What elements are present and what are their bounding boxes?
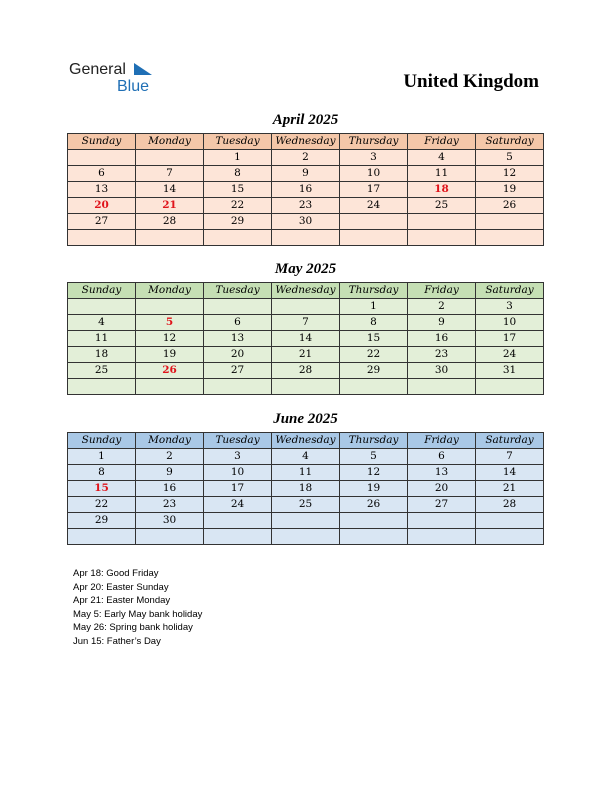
weekday-friday: Friday xyxy=(408,283,476,299)
day-cell: 5 xyxy=(476,150,544,166)
day-cell: 10 xyxy=(340,166,408,182)
day-cell: 9 xyxy=(136,465,204,481)
holiday-item: Apr 18: Good Friday xyxy=(73,568,159,579)
day-cell xyxy=(476,513,544,529)
day-cell xyxy=(68,230,136,246)
weekday-wednesday: Wednesday xyxy=(272,134,340,150)
day-cell xyxy=(476,230,544,246)
day-cell: 8 xyxy=(340,315,408,331)
weekday-friday: Friday xyxy=(408,433,476,449)
day-cell: 16 xyxy=(272,182,340,198)
day-cell: 30 xyxy=(408,363,476,379)
day-cell: 24 xyxy=(204,497,272,513)
week-row xyxy=(68,315,544,331)
day-cell xyxy=(340,529,408,545)
day-cell xyxy=(476,379,544,395)
day-cell: 28 xyxy=(476,497,544,513)
day-cell: 14 xyxy=(136,182,204,198)
day-cell: 12 xyxy=(340,465,408,481)
weekday-friday: Friday xyxy=(408,134,476,150)
day-cell: 7 xyxy=(272,315,340,331)
day-cell: 20 xyxy=(408,481,476,497)
weekday-monday: Monday xyxy=(136,433,204,449)
day-cell: 23 xyxy=(408,347,476,363)
day-cell: 22 xyxy=(204,198,272,214)
logo-text-blue: Blue xyxy=(117,78,150,95)
day-cell xyxy=(272,529,340,545)
day-cell: 28 xyxy=(136,214,204,230)
day-cell: 8 xyxy=(204,166,272,182)
week-row xyxy=(68,465,544,481)
day-cell: 13 xyxy=(408,465,476,481)
week-row xyxy=(68,230,544,246)
day-cell: 6 xyxy=(204,315,272,331)
week-row xyxy=(68,347,544,363)
day-cell: 21 xyxy=(272,347,340,363)
generalblue-logo xyxy=(69,61,159,97)
day-cell xyxy=(340,379,408,395)
day-cell xyxy=(68,150,136,166)
weekday-monday: Monday xyxy=(136,134,204,150)
day-cell: 4 xyxy=(68,315,136,331)
day-cell: 17 xyxy=(340,182,408,198)
weekday-sunday: Sunday xyxy=(68,283,136,299)
weekday-thursday: Thursday xyxy=(340,433,408,449)
day-cell: 2 xyxy=(408,299,476,315)
day-cell xyxy=(136,299,204,315)
day-cell: 17 xyxy=(476,331,544,347)
day-cell: 9 xyxy=(272,166,340,182)
day-cell: 27 xyxy=(68,214,136,230)
day-cell: 24 xyxy=(476,347,544,363)
day-cell: 2 xyxy=(272,150,340,166)
day-cell: 27 xyxy=(408,497,476,513)
day-cell xyxy=(204,299,272,315)
day-cell: 26 xyxy=(136,363,204,379)
day-cell: 24 xyxy=(340,198,408,214)
day-cell: 21 xyxy=(136,198,204,214)
weekday-header-row xyxy=(68,134,544,150)
weekday-saturday: Saturday xyxy=(476,283,544,299)
day-cell: 16 xyxy=(136,481,204,497)
day-cell xyxy=(136,230,204,246)
day-cell: 25 xyxy=(68,363,136,379)
holiday-item: Jun 15: Father’s Day xyxy=(73,635,161,647)
day-cell xyxy=(408,230,476,246)
month-title-june: June 2025 xyxy=(273,411,338,427)
day-cell: 18 xyxy=(68,347,136,363)
holiday-item: Apr 21: Easter Monday xyxy=(73,595,171,607)
week-row xyxy=(68,299,544,315)
day-cell: 16 xyxy=(408,331,476,347)
day-cell: 6 xyxy=(408,449,476,465)
day-cell xyxy=(136,529,204,545)
day-cell: 29 xyxy=(68,513,136,529)
calendar-may xyxy=(67,282,544,395)
day-cell: 1 xyxy=(204,150,272,166)
day-cell xyxy=(272,379,340,395)
day-cell: 3 xyxy=(476,299,544,315)
weekday-sunday: Sunday xyxy=(68,134,136,150)
day-cell: 25 xyxy=(272,497,340,513)
day-cell: 28 xyxy=(272,363,340,379)
week-row xyxy=(68,331,544,347)
weekday-monday: Monday xyxy=(136,283,204,299)
logo-text-general: General xyxy=(69,61,126,78)
day-cell: 8 xyxy=(68,465,136,481)
day-cell xyxy=(272,513,340,529)
day-cell xyxy=(204,513,272,529)
country-title: United Kingdom xyxy=(403,71,539,92)
day-cell: 7 xyxy=(136,166,204,182)
holiday-item: May 5: Early May bank holiday xyxy=(73,608,203,620)
weekday-saturday: Saturday xyxy=(476,134,544,150)
week-row xyxy=(68,449,544,465)
day-cell: 2 xyxy=(136,449,204,465)
day-cell xyxy=(272,299,340,315)
week-row xyxy=(68,214,544,230)
weekday-tuesday: Tuesday xyxy=(204,283,272,299)
day-cell: 19 xyxy=(136,347,204,363)
weekday-wednesday: Wednesday xyxy=(272,433,340,449)
week-row xyxy=(68,497,544,513)
day-cell: 11 xyxy=(68,331,136,347)
day-cell: 21 xyxy=(476,481,544,497)
day-cell: 20 xyxy=(68,198,136,214)
day-cell: 18 xyxy=(272,481,340,497)
day-cell: 17 xyxy=(204,481,272,497)
weekday-tuesday: Tuesday xyxy=(204,433,272,449)
day-cell: 22 xyxy=(340,347,408,363)
day-cell: 4 xyxy=(408,150,476,166)
day-cell: 19 xyxy=(340,481,408,497)
day-cell: 5 xyxy=(340,449,408,465)
calendar-body xyxy=(68,299,544,395)
holiday-item: Apr 20: Easter Sunday xyxy=(73,581,169,593)
day-cell: 12 xyxy=(136,331,204,347)
day-cell: 15 xyxy=(340,331,408,347)
day-cell: 11 xyxy=(408,166,476,182)
day-cell xyxy=(340,513,408,529)
day-cell: 7 xyxy=(476,449,544,465)
week-row xyxy=(68,529,544,545)
day-cell: 6 xyxy=(68,166,136,182)
day-cell xyxy=(340,230,408,246)
calendar-april xyxy=(67,133,544,246)
week-row xyxy=(68,166,544,182)
day-cell: 13 xyxy=(68,182,136,198)
day-cell: 23 xyxy=(272,198,340,214)
weekday-header-row xyxy=(68,433,544,449)
day-cell xyxy=(136,150,204,166)
weekday-wednesday: Wednesday xyxy=(272,283,340,299)
day-cell: 14 xyxy=(272,331,340,347)
day-cell: 26 xyxy=(340,497,408,513)
weekday-thursday: Thursday xyxy=(340,134,408,150)
week-row xyxy=(68,150,544,166)
calendar-june xyxy=(67,432,544,545)
day-cell: 22 xyxy=(68,497,136,513)
week-row xyxy=(68,379,544,395)
day-cell: 23 xyxy=(136,497,204,513)
day-cell xyxy=(408,513,476,529)
day-cell xyxy=(408,379,476,395)
weekday-header-row xyxy=(68,283,544,299)
weekday-tuesday: Tuesday xyxy=(204,134,272,150)
day-cell: 26 xyxy=(476,198,544,214)
weekday-saturday: Saturday xyxy=(476,433,544,449)
calendar-body xyxy=(68,449,544,545)
day-cell: 29 xyxy=(340,363,408,379)
day-cell: 27 xyxy=(204,363,272,379)
day-cell: 31 xyxy=(476,363,544,379)
day-cell xyxy=(136,379,204,395)
day-cell xyxy=(204,379,272,395)
day-cell: 1 xyxy=(340,299,408,315)
day-cell: 3 xyxy=(340,150,408,166)
day-cell: 25 xyxy=(408,198,476,214)
day-cell: 9 xyxy=(408,315,476,331)
day-cell: 18 xyxy=(408,182,476,198)
day-cell: 30 xyxy=(272,214,340,230)
day-cell xyxy=(408,214,476,230)
holiday-item: May 26: Spring bank holiday xyxy=(73,622,193,634)
day-cell: 10 xyxy=(204,465,272,481)
week-row xyxy=(68,513,544,529)
day-cell: 4 xyxy=(272,449,340,465)
day-cell: 20 xyxy=(204,347,272,363)
day-cell xyxy=(68,529,136,545)
month-title-may: May 2025 xyxy=(274,261,337,277)
day-cell: 5 xyxy=(136,315,204,331)
day-cell: 29 xyxy=(204,214,272,230)
logo-triangle-icon xyxy=(134,63,152,75)
day-cell xyxy=(204,230,272,246)
holiday-list xyxy=(73,567,202,649)
day-cell xyxy=(340,214,408,230)
week-row xyxy=(68,198,544,214)
week-row xyxy=(68,363,544,379)
calendar-body xyxy=(68,150,544,246)
weekday-thursday: Thursday xyxy=(340,283,408,299)
day-cell: 15 xyxy=(68,481,136,497)
day-cell: 10 xyxy=(476,315,544,331)
day-cell xyxy=(408,529,476,545)
week-row xyxy=(68,481,544,497)
day-cell xyxy=(68,299,136,315)
day-cell: 19 xyxy=(476,182,544,198)
day-cell: 30 xyxy=(136,513,204,529)
weekday-sunday: Sunday xyxy=(68,433,136,449)
day-cell xyxy=(476,529,544,545)
day-cell: 3 xyxy=(204,449,272,465)
day-cell: 11 xyxy=(272,465,340,481)
day-cell: 15 xyxy=(204,182,272,198)
month-title-april: April 2025 xyxy=(272,112,339,128)
day-cell xyxy=(272,230,340,246)
day-cell: 1 xyxy=(68,449,136,465)
day-cell xyxy=(68,379,136,395)
day-cell xyxy=(476,214,544,230)
week-row xyxy=(68,182,544,198)
day-cell: 12 xyxy=(476,166,544,182)
day-cell: 13 xyxy=(204,331,272,347)
day-cell xyxy=(204,529,272,545)
day-cell: 14 xyxy=(476,465,544,481)
